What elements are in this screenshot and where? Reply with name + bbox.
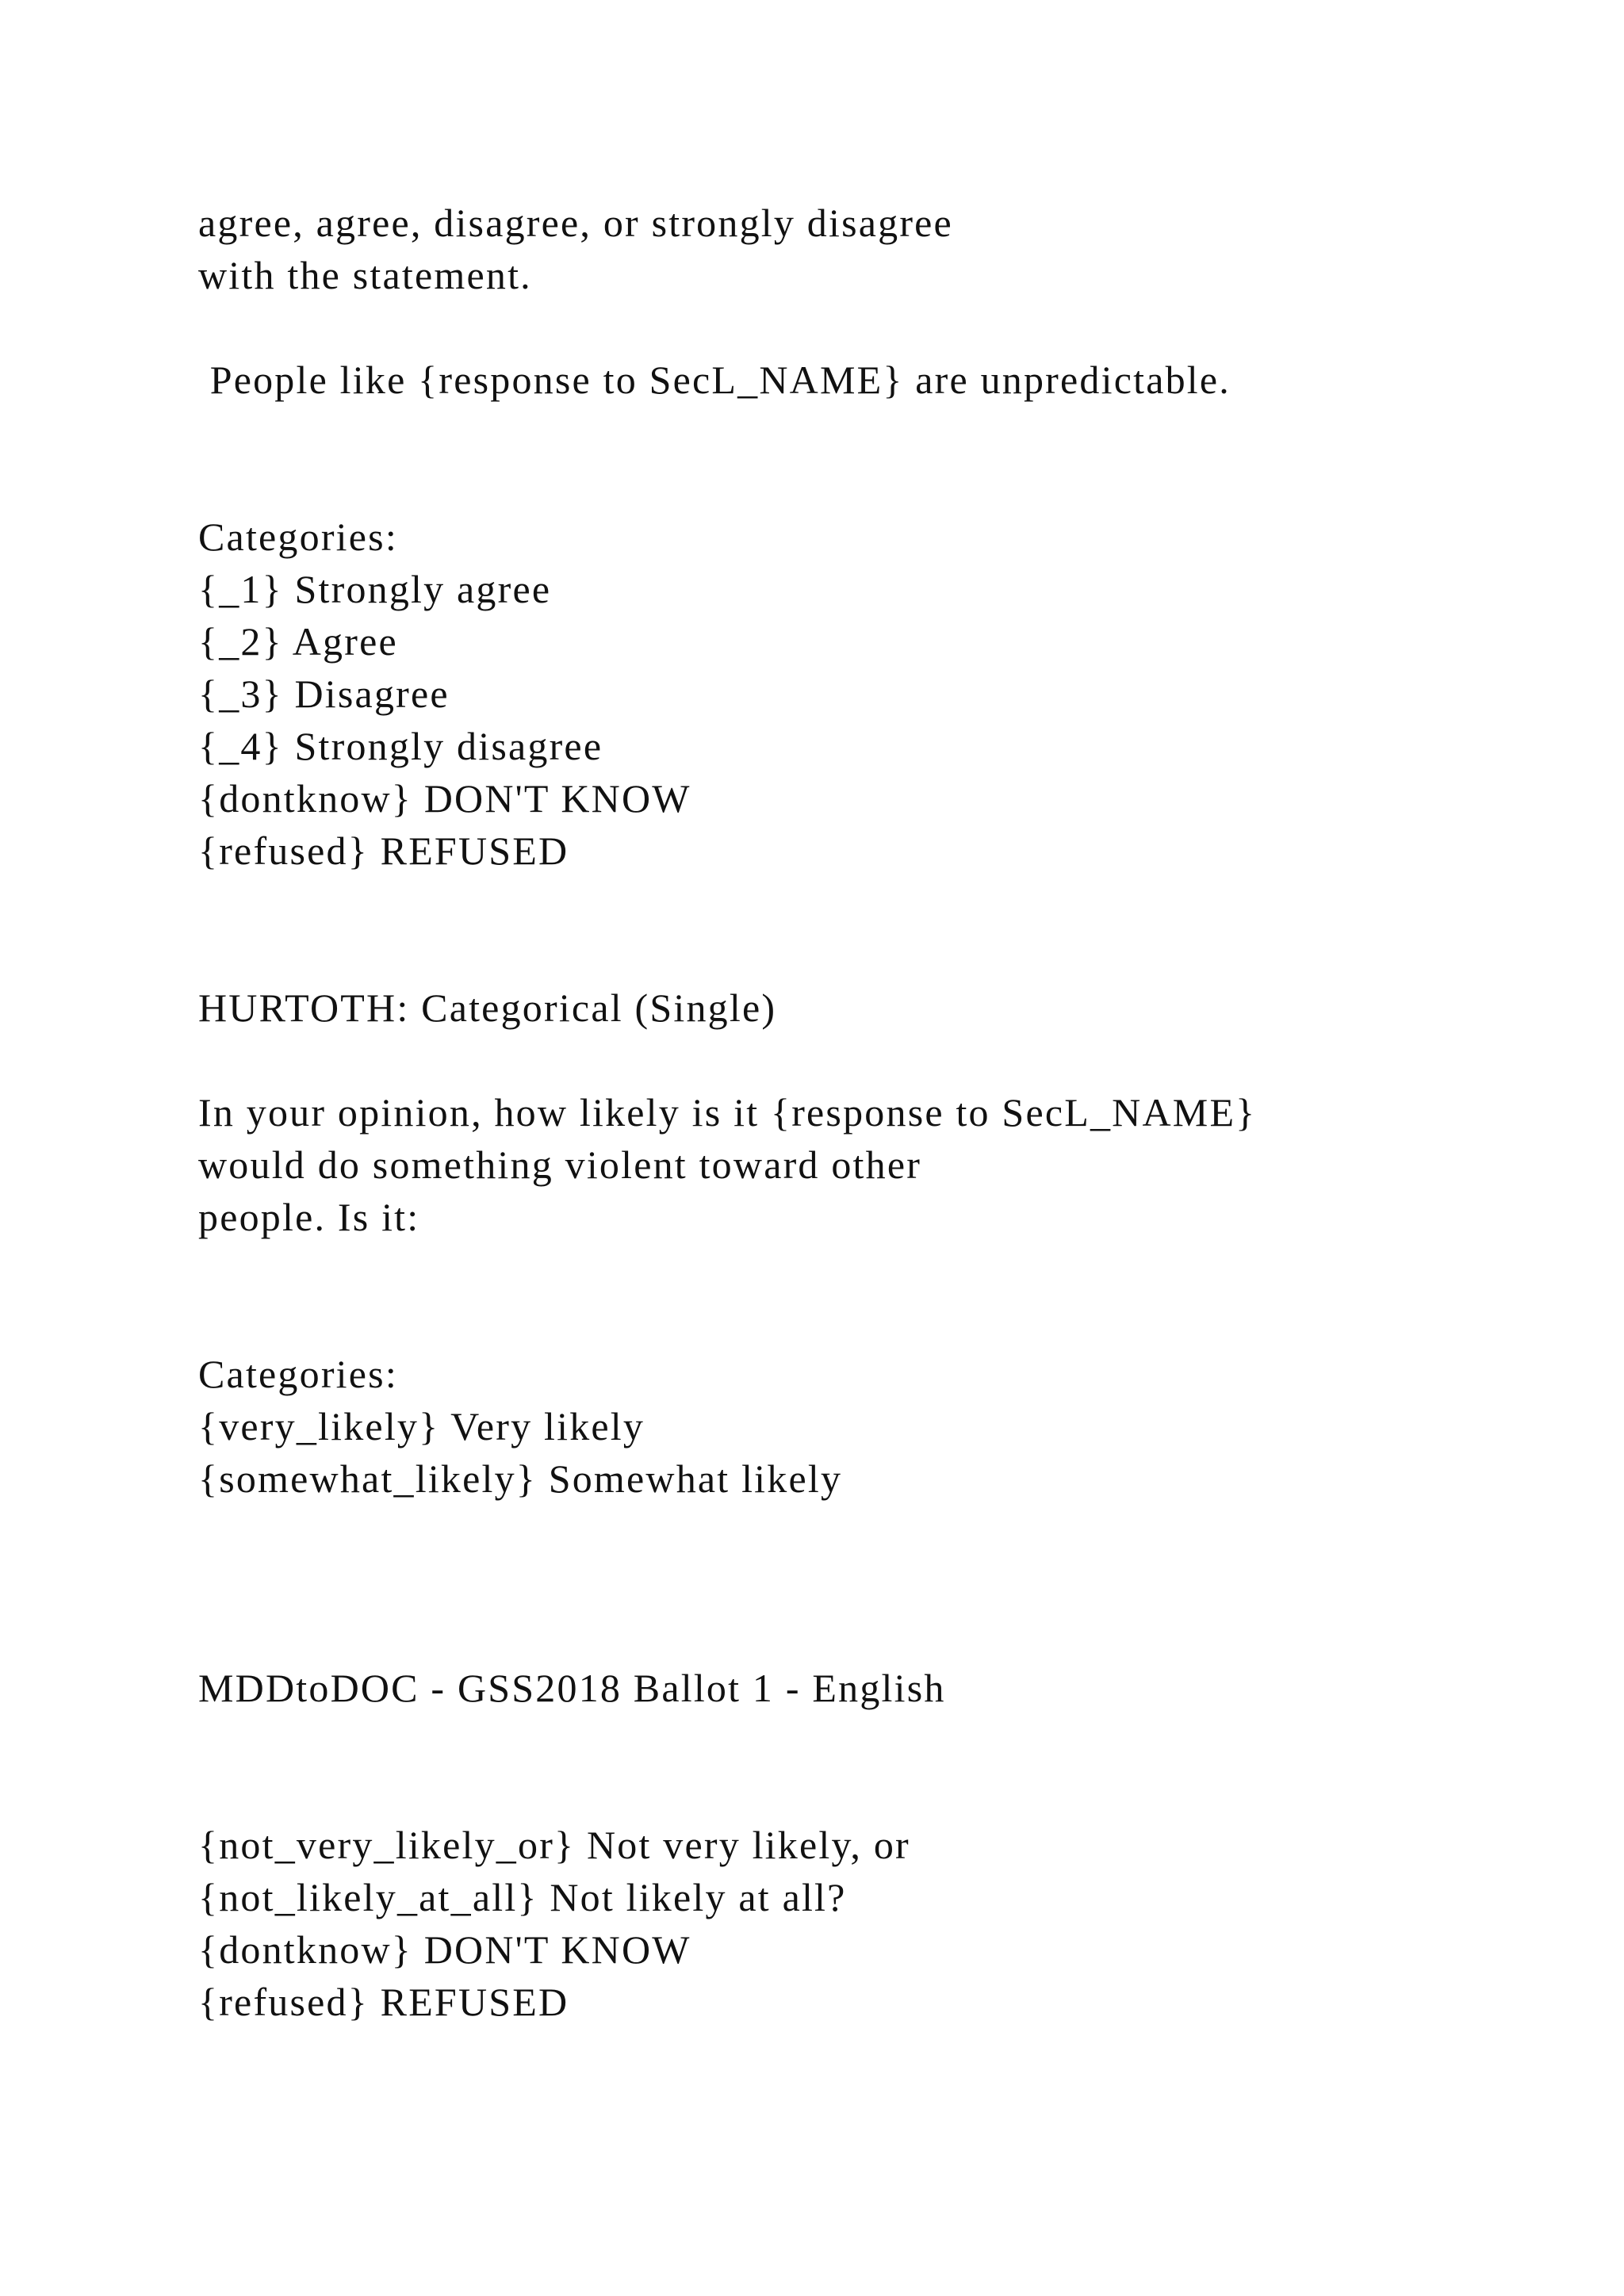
document-footer: MDDtoDOC - GSS2018 Ballot 1 - English <box>198 1666 946 1710</box>
category-option: {dontknow} DON'T KNOW <box>198 776 691 821</box>
question-text-line: In your opinion, how likely is it {response to SecL_NAME} <box>198 1090 1257 1135</box>
category-option: {refused} REFUSED <box>198 828 569 873</box>
categories-label: Categories: <box>198 515 398 559</box>
category-option: {somewhat_likely} Somewhat likely <box>198 1456 843 1501</box>
category-option: {dontknow} DON'T KNOW <box>198 1927 691 1972</box>
categories-label: Categories: <box>198 1352 398 1396</box>
category-option: {refused} REFUSED <box>198 1980 569 2024</box>
instruction-line-2: with the statement. <box>198 253 532 297</box>
category-option: {very_likely} Very likely <box>198 1404 645 1448</box>
statement-text: People like {response to SecL_NAME} are unpredictable. <box>198 358 1231 402</box>
category-option: {_1} Strongly agree <box>198 567 552 611</box>
question-text-line: would do something violent toward other <box>198 1142 922 1187</box>
question-heading: HURTOTH: Categorical (Single) <box>198 985 777 1030</box>
instruction-line-1: agree, agree, disagree, or strongly disagree <box>198 201 953 245</box>
category-option: {_3} Disagree <box>198 672 450 716</box>
category-option: {not_likely_at_all} Not likely at all? <box>198 1875 847 1919</box>
category-option: {_4} Strongly disagree <box>198 724 603 768</box>
category-option: {not_very_likely_or} Not very likely, or <box>198 1823 910 1867</box>
question-text-line: people. Is it: <box>198 1195 420 1239</box>
category-option: {_2} Agree <box>198 619 398 664</box>
